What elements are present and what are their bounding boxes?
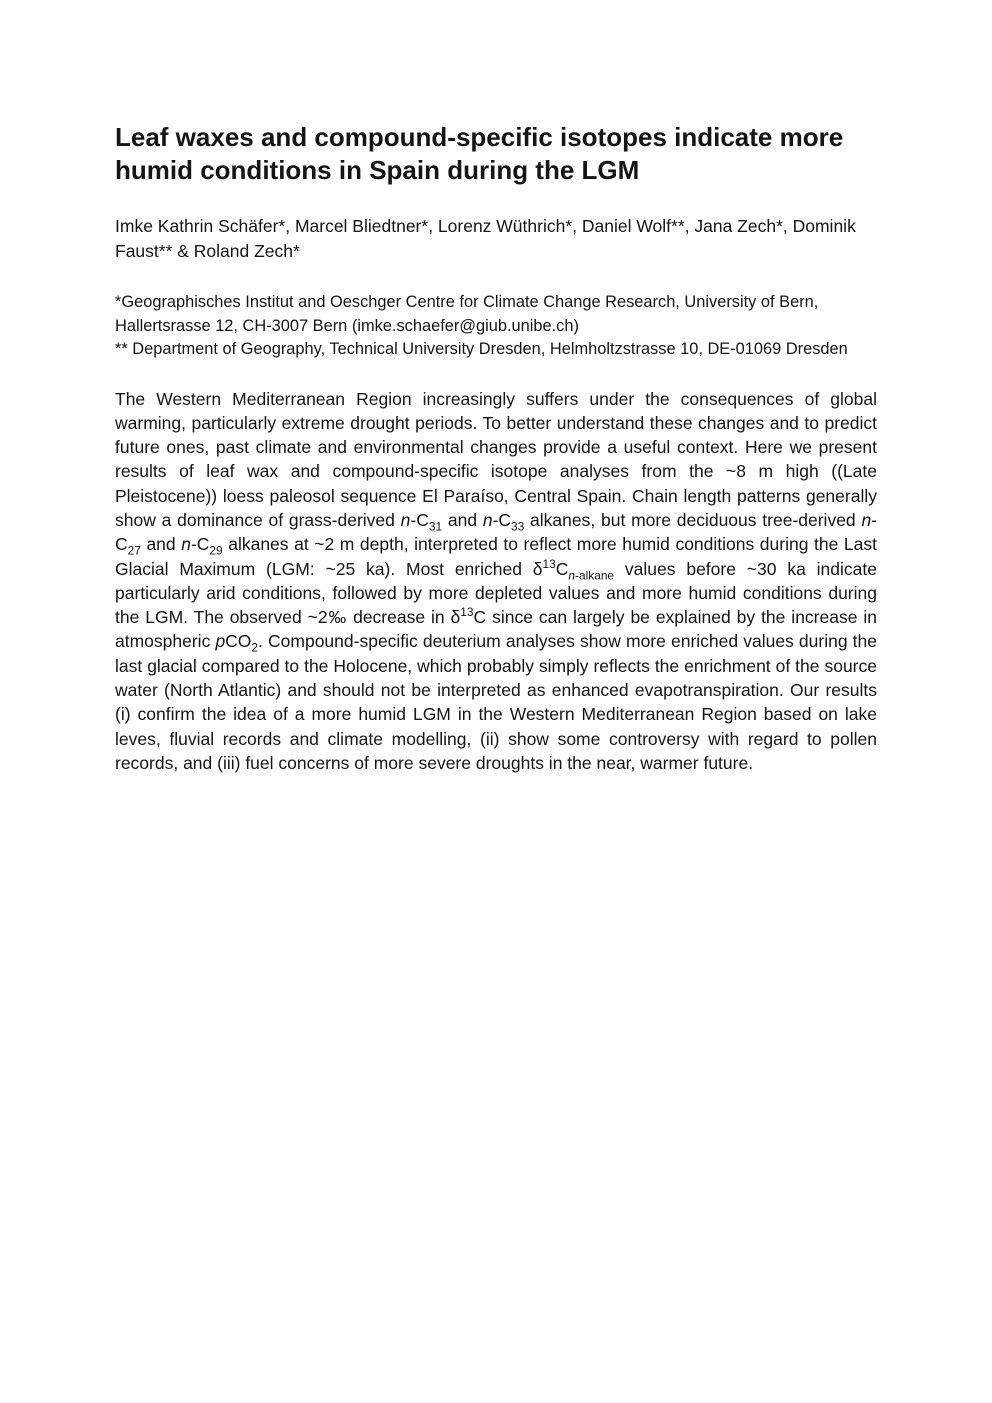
abstract-text: The Western Mediterranean Region increasingly suffers under the consequences of global warming, particularly extreme drought periods. To better understand these changes and to predict future ones, past climate and environmental changes provide a useful context. Here we present results of leaf wax and compound-specific isotope analyses from the ~8 m high ((Late Pleistocene)) loess paleosol sequence El Paraíso, Central Spain. Chain length patterns generally show a dominance of grass-derived $n-C_{31}$ and $n-C_{33}$ alkanes, but more deciduous tree-derived $n-C_{27}$ and $n-C_{29}$ alkanes at ~2 m depth, interpreted to reflect more humid conditions during the Last Glacial Maximum (LGM: ~25 ka). Most enriched $\delta^{13}C_{n-alkane}$ values before ~30 ka indicate particularly arid conditions, followed by more depleted values and more humid conditions during the LGM. The observed ~2‰ decrease in $\delta^{13}C$ since can largely be explained by the increase in atmospheric pCO$_2$. Compound-specific deuterium analyses show more enriched values during the last glacial compared to the Holocene, which probably simply reflects the enrichment of the source water (North Atlantic) and should not be interpreted as enhanced evapotranspiration. Our results (i) confirm the idea of a more humid LGM in the Western Mediterranean Region based on lake leves, fluvial records and climate modelling, (ii) show some controversy with regard to pollen records, and (iii) fuel concerns of more severe droughts in the near, warmer future. (115, 388, 877, 773)
affiliation-tu-dresden: ** Department of Geography, Technical University Dresden, Helmholtzstrasse 10, DE-01069 Dresden (115, 340, 848, 358)
affiliations-block (115, 291, 877, 362)
author-list: Imke Kathrin Schäfer*, Marcel Bliedtner*, Lorenz Wüthrich*, Daniel Wolf**, Jana Zech*, Dominik Faust** & Roland Zech* (115, 216, 856, 261)
paper-title: Leaf waxes and compound-specific isotopes indicate more humid conditions in Spain during the LGM (115, 122, 844, 185)
affiliation-university-of-bern: *Geographisches Institut and Oeschger Centre for Climate Change Research, University of Bern, Hallertsrasse 12, CH-3007 Bern (imke.schaefer@giub.unibe.ch) (115, 293, 819, 335)
